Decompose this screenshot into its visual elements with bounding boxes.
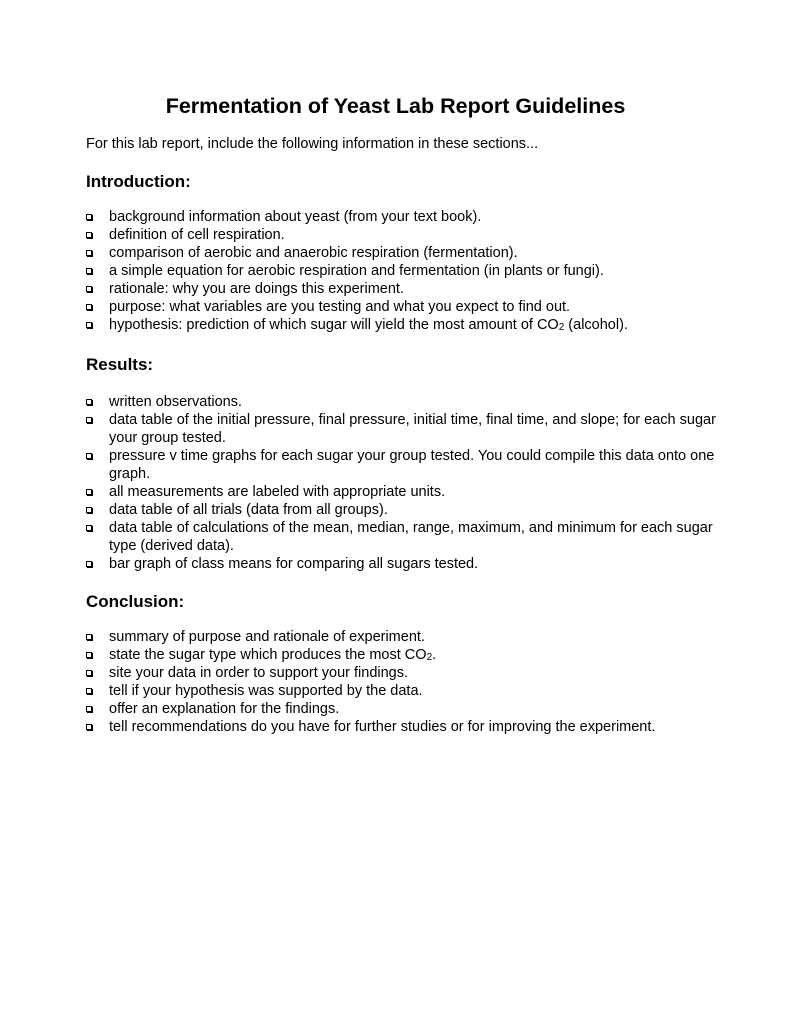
list-item: purpose: what variables are you testing and what you expect to find out.: [86, 298, 726, 316]
checkbox-bullet-icon: [86, 232, 92, 238]
checkbox-bullet-icon: [86, 652, 92, 658]
list-item: data table of calculations of the mean, median, range, maximum, and minimum for each sugar type (derived data).: [86, 519, 726, 555]
list-item: comparison of aerobic and anaerobic respiration (fermentation).: [86, 244, 726, 262]
list-item: tell if your hypothesis was supported by the data.: [86, 682, 726, 700]
conclusion-list: [86, 628, 726, 736]
checkbox-bullet-icon: [86, 417, 92, 423]
checkbox-bullet-icon: [86, 286, 92, 292]
checkbox-bullet-icon: [86, 670, 92, 676]
checkbox-bullet-icon: [86, 724, 92, 730]
list-item: background information about yeast (from your text book).: [86, 208, 726, 226]
checkbox-bullet-icon: [86, 399, 92, 405]
checkbox-bullet-icon: [86, 561, 92, 567]
checkbox-bullet-icon: [86, 706, 92, 712]
list-item: a simple equation for aerobic respiration and fermentation (in plants or fungi).: [86, 262, 726, 280]
checkbox-bullet-icon: [86, 525, 92, 531]
list-item: offer an explanation for the findings.: [86, 700, 726, 718]
page-title: Fermentation of Yeast Lab Report Guidelines: [165, 94, 626, 118]
list-item: written observations.: [86, 393, 726, 411]
list-item: pressure v time graphs for each sugar your group tested. You could compile this data onto one graph.: [86, 447, 726, 483]
introduction-list: [86, 208, 726, 334]
checkbox-bullet-icon: [86, 304, 92, 310]
checkbox-bullet-icon: [86, 507, 92, 513]
list-item: rationale: why you are doings this experiment.: [86, 280, 726, 298]
checkbox-bullet-icon: [86, 453, 92, 459]
list-item: data table of all trials (data from all groups).: [86, 501, 726, 519]
intro-text: For this lab report, include the following information in these sections...: [86, 136, 539, 152]
list-item: summary of purpose and rationale of experiment.: [86, 628, 726, 646]
results-list: [86, 393, 726, 573]
checkbox-bullet-icon: [86, 268, 92, 274]
results-heading: Results:: [86, 355, 154, 374]
list-item: data table of the initial pressure, final pressure, initial time, final time, and slope; for each sugar your group tested.: [86, 411, 726, 447]
introduction-heading: Introduction:: [86, 172, 191, 191]
list-item: all measurements are labeled with appropriate units.: [86, 483, 726, 501]
checkbox-bullet-icon: [86, 214, 92, 220]
conclusion-heading: Conclusion:: [86, 592, 185, 611]
checkbox-bullet-icon: [86, 322, 92, 328]
list-item: hypothesis: prediction of which sugar will yield the most amount of $CO_2$ (alcohol).: [86, 316, 726, 334]
list-item: bar graph of class means for comparing all sugars tested.: [86, 555, 726, 573]
list-item: state the sugar type which produces the most $CO_2$.: [86, 646, 726, 664]
list-item: site your data in order to support your findings.: [86, 664, 726, 682]
list-item: definition of cell respiration.: [86, 226, 726, 244]
checkbox-bullet-icon: [86, 634, 92, 640]
checkbox-bullet-icon: [86, 489, 92, 495]
list-item: tell recommendations do you have for further studies or for improving the experiment.: [86, 718, 726, 736]
checkbox-bullet-icon: [86, 250, 92, 256]
checkbox-bullet-icon: [86, 688, 92, 694]
